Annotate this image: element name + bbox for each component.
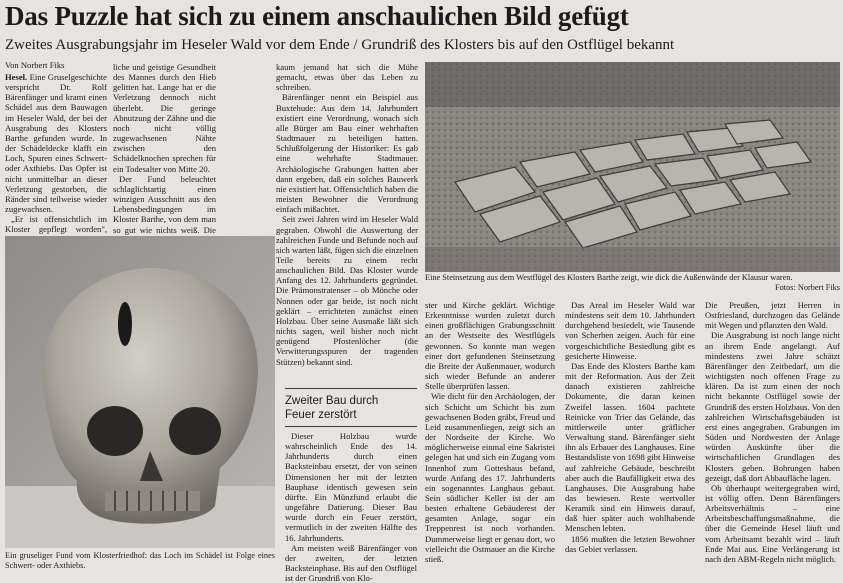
article-column-4 <box>425 300 555 573</box>
paragraph <box>425 300 555 391</box>
stones-caption: Eine Steinsetzung aus dem Westflügel des Klosters Barthe zeigt, wie dick die Außenwände der Klausur waren. <box>425 273 793 282</box>
byline: Von Norbert Fiks <box>5 60 65 70</box>
paragraph-text: Das Ende des Klosters Barthe kam mit der Reformation. Aus der Zeit danach existieren zahlreiche Dokumente, die daran keinen Zweifel lassen. 1604 pachtete Reinicke von Trier das Gelände, das mittlerweile unter gräflicher Verwaltung stand. Bärenfänger sieht ihn als Erbauer des Langhauses. Eine Bestandsliste von 1698 gibt Hinweise auf zahlreiche Gebäude, beschreibt aber auch die Baufälligkeit etwa des Langhauses. Die Ausgrabung habe das bewiesen. Reste wertvoller Keramik sind ein Hinweis darauf, daß hier später auch wohlhabende Menschen lebten. <box>565 360 695 534</box>
paragraph-text: Der Fund beleuchtet schlaglichtartig einen winzigen Ausschnitt aus den Lebensbedingungen im Kloster Barthe, von dem man so gut wie nichts weiß. Die <box>113 173 216 235</box>
paragraph <box>705 300 840 330</box>
subhead: Zweites Ausgrabungsjahr im Heseler Wald vor dem Ende / Grundriß des Klosters bis auf den Ostflügel bekannt <box>5 37 675 53</box>
paragraph-lead: Hesel. <box>5 72 28 82</box>
skull-hole <box>118 302 132 346</box>
section-heading-line-2: Feuer zerstört <box>285 409 357 421</box>
stones-photo-image <box>425 62 840 272</box>
paragraph-text: Ob überhaupt weitergegraben wird, ist völlig offen. Denn Bärenfängers Arbeitsverhältnis – eine Arbeitsbeschaffungsmaßnahme, die über die Gemeinde Hesel läuft und vom Arbeitsamt bezahlt wird – läuft Ende Mai aus. Eine Verlängerung ist nach den ABM-Regeln nicht möglich. <box>705 482 840 564</box>
photo-credit: Fotos: Norbert Fiks <box>775 283 840 292</box>
paragraph <box>285 431 417 543</box>
paragraph <box>565 361 695 534</box>
paragraph <box>565 300 695 361</box>
article-column-5 <box>565 300 695 573</box>
paragraph <box>276 62 418 92</box>
paragraph-text: Das Areal im Heseler Wald war mindestens seit dem 10. Jahrhundert durchgehend besiedelt, wie Tausende von Scherben zeigen. Auch für eine vorgeschichtliche Besiedlung gibt es gesicherte Hinweise. <box>565 300 695 361</box>
paragraph-text: Bärenfänger nennt ein Beispiel aus Buxtehude: Aus dem 14. Jahrhundert existiert eine Verordnung, wonach sich alle Bürger am Bau einer wehrhaften Stadtmauer zu beteiligen hatten. Schlußfolgerung der Historiker: Es gab eine wehrhafte Stadtmauer. Archäologische Grabungen hatten aber dann ergeben, daß ein solches Bauwerk nie existiert hat. Offensichtlich haben die meisten Bewohner die Verordnung einfach mißachtet. <box>276 92 418 215</box>
paragraph <box>5 72 107 214</box>
paragraph-text: „Er ist offensichtlich im Kloster gepflegt worden", <box>5 214 107 235</box>
section-heading <box>285 394 417 422</box>
paragraph-text: liche und geistige Gesundheit des Mannes durch den Hieb gelitten hat. Lange hat er die Verletzung dennoch nicht überlebt. Die geringe Abnutzung der Zähne und die noch nicht völlig zugewachsenen Nähte zwischen den Schädelknochen sprechen für ein Todesalter von Mitte 20. <box>113 62 216 174</box>
paragraph <box>276 214 418 366</box>
article-column-6 <box>705 300 840 573</box>
paragraph-text: Eine Gruselgeschichte verspricht Dr. Rolf Bärenfänger und kramt einen Schädel aus dem Bauwagen im Heseler Wald, der bei der Ausgrabung des Klosters Barthe gefunden wurde. In der Schädeldecke klafft ein Loch, Spuren eines Schwert- oder Axthiebs. Das Opfer ist nicht unmittelbar an dieser Verletzung gestorben, die Ränder sind teilweise wieder zugewachsen. <box>5 72 107 215</box>
paragraph-text: 1856 mußten die letzten Bewohner das Gebiet verlassen. <box>565 533 695 554</box>
skull-photo <box>5 236 275 548</box>
paragraph <box>113 62 216 174</box>
paragraph <box>705 483 840 564</box>
paragraph <box>276 92 418 214</box>
paragraph-text: kaum jemand hat sich die Mühe gemacht, etwas über das Leben zu schreiben. <box>276 62 418 93</box>
paragraph-text: Seit zwei Jahren wird im Heseler Wald gegraben. Obwohl die Auswertung der zahlreichen Funde und Befunde noch auf sich warten läßt, fügen sich die einzelnen Teile bereits zu einem recht anschaulichen Bild. Das Kloster wurde Anfang des 12. Jahrhunderts gegründet. Die Prämonstratenser – ob Mönche oder Nonnen oder gar beide, ist noch nicht geklärt – errichteten zunächst einen Holzbau. Über seine Ausmaße läßt sich nichts sagen, weil bisher noch nicht genügend Pfostenlöcher (die Verwitterungsspuren der tragenden Stützen) bekannt sind. <box>276 214 418 367</box>
stones-photo <box>425 62 840 272</box>
paragraph-text: Am meisten weiß Bärenfänger von der zweiten, der letzten Backsteinphase. Bis auf den Ostflügel ist der Grundriß von Klo- <box>285 542 417 583</box>
article-column-2 <box>113 62 216 238</box>
paragraph-text: Die Ausgrabung ist noch lange nicht an ihrem Ende angelangt. Auf mindestens zwei Jahre schätzt Bärenfänger den Zeitbedarf, um die wichtigsten noch offenen Frage zu klären. Da ist zum einen der noch nicht bekannte Ostflügel sowie der Grundriß des ersten Holzbaus. Von den zahlreichen Wirtschaftsgebäuden ist erst eines angegraben. Grabungen im Süden und Nordwesten der Anlage würden Auskünfte über die wirtschaftlichen Grundlagen des Klosters geben. Bohrungen haben gezeigt, daß dort Abbaufläche lagen. <box>705 330 840 483</box>
article-column-3b <box>285 431 417 583</box>
paragraph-text: ster und Kirche geklärt. Wichtige Erkenntnisse wurden zuletzt durch einen großflächigen Grabungsschnitt an der Westseite des Westflügels gewonnen. So konnte man wegen einer dort gefundenen Steinsetzung die Breite der Außenmauer, wodurch sich wieder Befunde an anderer Stelle überprüfen lassen. <box>425 300 555 392</box>
paragraph-text: Dieser Holzbau wurde wahrscheinlich Ende des 14. Jahrhunderts durch einen Backsteinbau ersetzt, der von seinen Dimensionen her mit der letzten Bauphase identisch gewesen sein dürfte. Ein Münzfund erlaubt die ungefähre Datierung. Dieser Bau wurde durch ein Feuer zerstört, vermutlich in der zweiten Hälfte des 16. Jahrhunderts. <box>285 431 417 543</box>
section-rule-bottom <box>285 426 417 427</box>
paragraph <box>285 543 417 583</box>
article-column-1 <box>5 72 107 234</box>
paragraph-text: Wie dicht für den Archäologen, der sich Schicht um Schicht bis zum gewachsenen Boden gräbt, Freud und Leid zusammenliegen, zeigt sich an der Nordseite der Kirche. Wo möglicherweise einmal eine Sakristei gelegen hat und sich ein Zugang vom Innenhof zum Gotteshaus befand, wurde Anfang des 17. Jahrhunderts ein sogenanntes Langhaus gebaut. Sein südlicher Keller ist der am besten erhaltene Gebäuderest der gesamten Anlage, sogar ein Treppenrest ist noch vorhanden. Dummerweise liegt er genau dort, wo vielleicht die Ostmauer an die Kirche stieß. <box>425 391 555 564</box>
skull-photo-image <box>5 236 275 548</box>
paragraph <box>565 534 695 554</box>
section-heading-line-1: Zweiter Bau durch <box>285 395 379 407</box>
paragraph <box>425 391 555 564</box>
paragraph-text: Die Preußen, jetzt Herren in Ostfriesland, durchzogen das Gelände mit Wegen und pflanzten den Wald. <box>705 300 840 331</box>
headline: Das Puzzle hat sich zu einem anschaulichen Bild gefügt <box>5 1 629 31</box>
paragraph <box>705 330 840 482</box>
section-rule-top <box>285 388 417 389</box>
skull-caption: Ein gruseliger Fund vom Klosterfriedhof: das Loch im Schädel ist Folge eines Schwert- oder Axthiebs. <box>5 551 275 570</box>
article-column-3 <box>276 62 418 372</box>
